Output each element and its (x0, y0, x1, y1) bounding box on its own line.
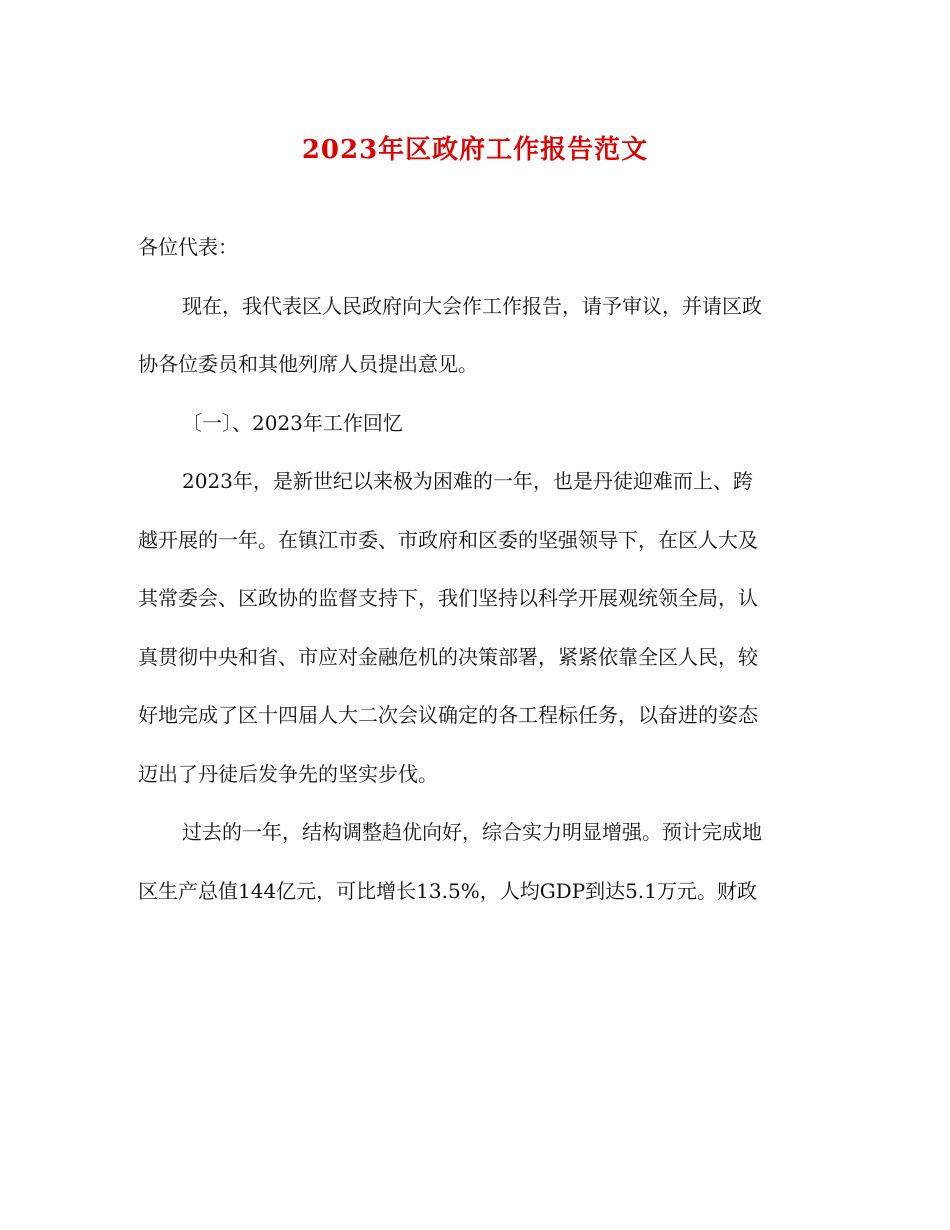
paragraph-line: 迈出了丹徒后发争先的坚实步伐。 (138, 761, 438, 786)
salutation: 各位代表： (138, 235, 238, 259)
document-body (138, 218, 818, 920)
paragraph-review (138, 452, 818, 803)
paragraph-line: 越开展的一年。在镇江市委、市政府和区委的坚强领导下，在区人大及 (138, 527, 758, 552)
paragraph-line: 真贯彻中央和省、市应对金融危机的决策部署，紧紧依靠全区人民，较 (138, 644, 758, 669)
paragraph-line: 其常委会、区政协的监督支持下，我们坚持以科学开展观统领全局，认 (138, 586, 758, 610)
paragraph-intro (138, 277, 818, 394)
section-heading (138, 394, 818, 453)
paragraph-line: 现在，我代表区人民政府向大会作工作报告，请予审议，并请区政 (182, 293, 762, 318)
paragraph-line: 2023年，是新世纪以来极为困难的一年，也是丹徒迎难而上、跨 (182, 469, 753, 493)
section-heading-text: 〔一〕、2023年工作回忆 (182, 410, 403, 435)
paragraph-line: 区生产总值144亿元，可比增长13.5%，人均GDP到达5.1万元。财政 (138, 878, 757, 903)
paragraph-line: 过去的一年，结构调整趋优向好，综合实力明显增强。预计完成地 (182, 820, 762, 844)
document-title: 2023年区政府工作报告范文 (301, 135, 649, 165)
paragraph-line: 好地完成了区十四届人大二次会议确定的各工程标任务，以奋进的姿态 (138, 703, 758, 727)
paragraph-line: 协各位委员和其他列席人员提出意见。 (138, 352, 478, 376)
paragraph-past-year (138, 803, 818, 920)
